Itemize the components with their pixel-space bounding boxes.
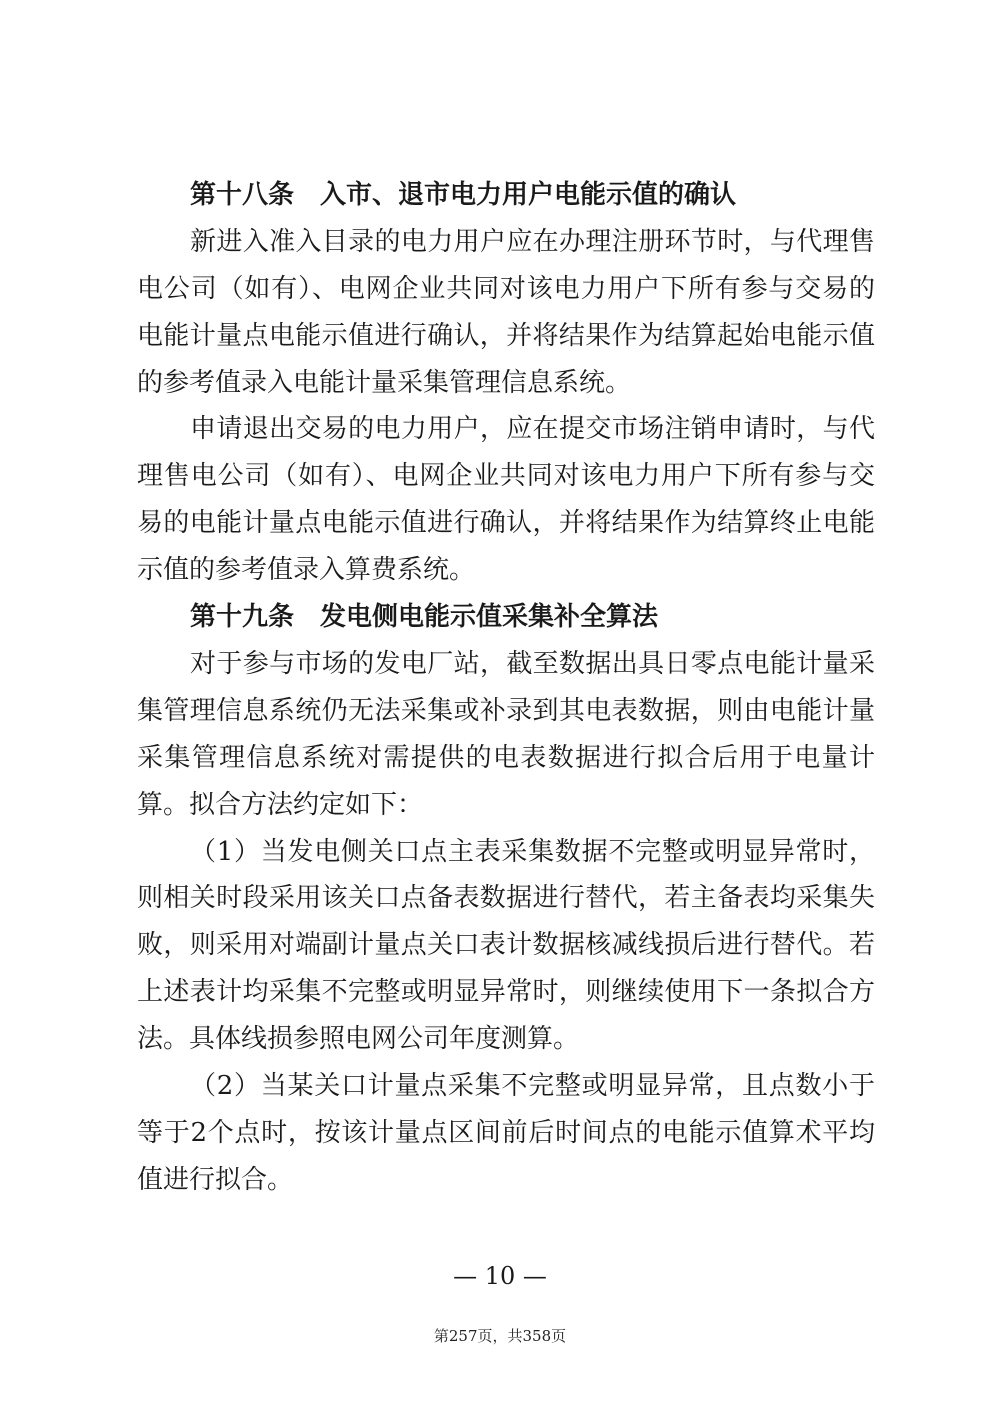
- paragraph-line: 等于2个点时，按该计量点区间前后时间点的电能示值算术平均: [137, 1118, 875, 1148]
- paragraph-line: 电公司（如有）、电网企业共同对该电力用户下所有参与交易的: [137, 274, 875, 304]
- paragraph-line: 理售电公司（如有）、电网企业共同对该电力用户下所有参与交: [137, 461, 875, 491]
- paragraph-line: 申请退出交易的电力用户，应在提交市场注销申请时，与代: [190, 414, 875, 444]
- paragraph-line: （1）当发电侧关口点主表采集数据不完整或明显异常时，: [190, 837, 875, 867]
- paragraph-line: 的参考值录入电能计量采集管理信息系统。: [137, 368, 632, 398]
- section-heading: 第十八条 入市、退市电力用户电能示值的确认: [190, 180, 737, 210]
- paragraph-line: 败，则采用对端副计量点关口表计数据核减线损后进行替代。若: [137, 930, 875, 960]
- paragraph-line: 法。具体线损参照电网公司年度测算。: [137, 1024, 580, 1054]
- section-heading: 第十九条 发电侧电能示值采集补全算法: [190, 602, 659, 632]
- paragraph-line: 值进行拟合。: [137, 1165, 294, 1195]
- page-number: — 10 —: [453, 1262, 547, 1290]
- paragraph-line: 集管理信息系统仍无法采集或补录到其电表数据，则由电能计量: [137, 696, 875, 726]
- page-info: 第257页，共358页: [433, 1327, 567, 1345]
- paragraph-line: 新进入准入目录的电力用户应在办理注册环节时，与代理售: [190, 227, 875, 257]
- paragraph-line: （2）当某关口计量点采集不完整或明显异常，且点数小于: [190, 1071, 875, 1101]
- paragraph-line: 上述表计均采集不完整或明显异常时，则继续使用下一条拟合方: [137, 977, 875, 1007]
- paragraph-line: 电能计量点电能示值进行确认，并将结果作为结算起始电能示值: [137, 321, 875, 351]
- paragraph-line: 对于参与市场的发电厂站，截至数据出具日零点电能计量采: [190, 649, 875, 679]
- paragraph-line: 采集管理信息系统对需提供的电表数据进行拟合后用于电量计: [137, 743, 875, 773]
- paragraph-line: 易的电能计量点电能示值进行确认，并将结果作为结算终止电能: [137, 508, 875, 538]
- paragraph-line: 示值的参考值录入算费系统。: [137, 555, 476, 585]
- paragraph-line: 算。拟合方法约定如下：: [137, 790, 424, 820]
- paragraph-line: 则相关时段采用该关口点备表数据进行替代，若主备表均采集失: [137, 883, 875, 913]
